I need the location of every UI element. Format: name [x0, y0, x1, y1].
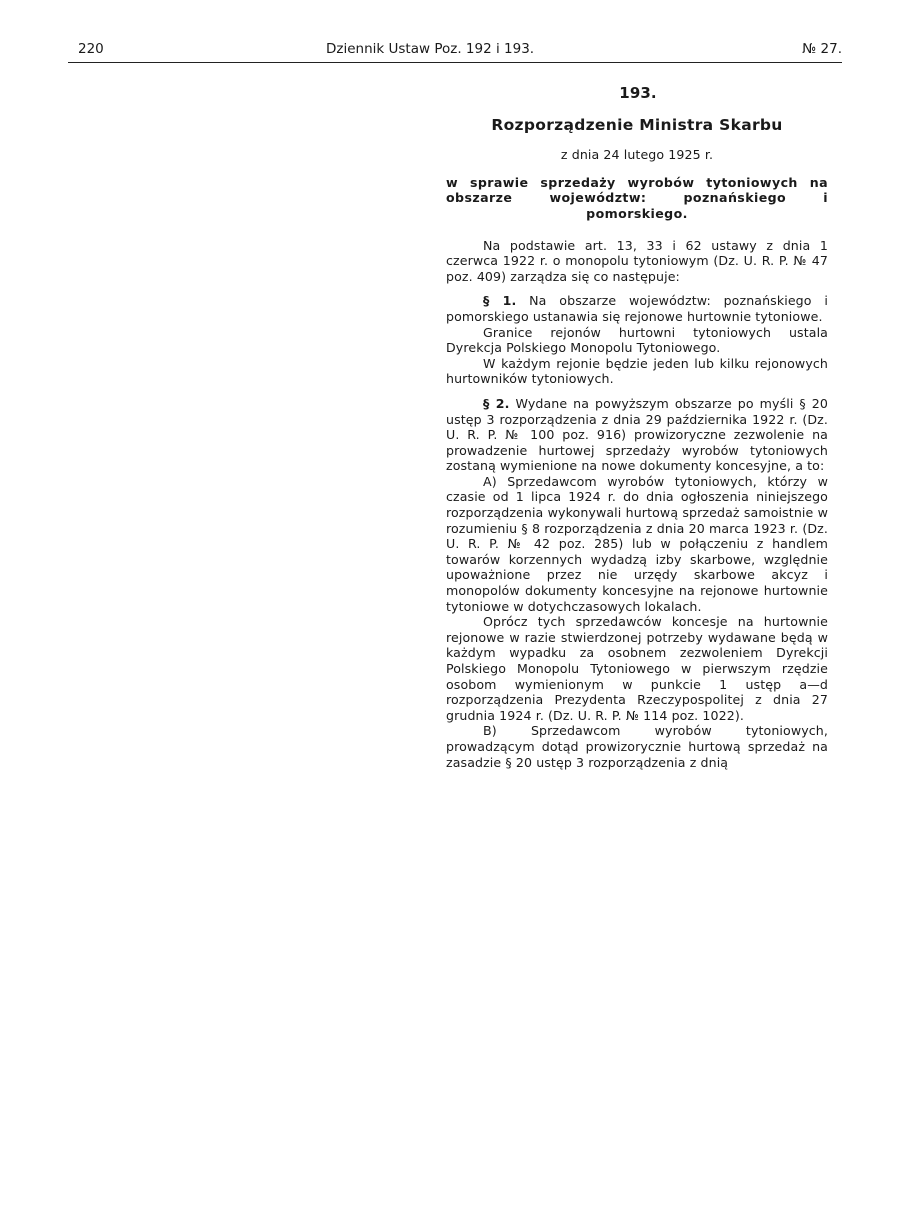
section-1-paragraph [446, 293, 828, 324]
preamble: Na podstawie art. 13, 33 i 62 ustawy z dnia 1 czerwca 1922 r. o monopolu tytoniowym (Dz. U. R. P. № 47 poz. 409) zarządza się co następuje: [446, 237, 828, 284]
document-number: 193. [619, 84, 657, 102]
running-title: Dziennik Ustaw Poz. 192 i 193. [326, 41, 535, 57]
page-number: 220 [78, 41, 104, 57]
page-header [68, 38, 842, 60]
section-2-para-besides: Oprócz tych sprzedawców koncesje na hurtownie rejonowe w razie stwierdzonej potrzeby wydawane będą w każdym wypadku za osobnem zezwoleniem Dyrekcji Polskiego Monopolu Tytoniowego w pierwszym rzędzie osobom wymienionym w punkcie 1 ustęp a—d rozporządzenia Prezydenta Rzeczypospolitej z dnia 27 grudnia 1924 r. (Dz. U. R. P. № 114 poz. 1022). [446, 614, 828, 723]
document-subject: w sprawie sprzedaży wyrobów tytoniowych na obszarze województw: poznańskiego i pomorskiego. [446, 174, 828, 221]
section-2-text: Wydane na powyższym obszarze po myśli § 20 ustęp 3 rozporządzenia z dnia 29 października 1922 r. (Dz. U. R. P. № 100 poz. 916) prowizoryczne zezwolenie na prowadzenie hurtowej sprzedaży wyrobów tytoniowych zostaną wymienione na nowe dokumenty koncesyjne, a to: [446, 395, 828, 474]
section-1-para-3: W każdym rejonie będzie jeden lub kilku rejonowych hurtowników tytoniowych. [446, 355, 828, 387]
document-date: z dnia 24 lutego 1925 r. [560, 147, 714, 163]
text-column [446, 86, 828, 770]
section-2-paragraph [446, 396, 828, 474]
section-1-mark: § 1. [483, 293, 517, 309]
header-rule [68, 62, 842, 63]
document-title: Rozporządzenie Ministra Skarbu [491, 115, 783, 134]
section-1-text: Na obszarze województw: poznańskiego i pomorskiego ustanawia się rejonowe hurtownie tytoniowe. [446, 293, 828, 324]
section-2-point-b: B) Sprzedawcom wyrobów tytoniowych, prowadzącym dotąd prowizorycznie hurtową sprzedaż na zasadzie § 20 ustęp 3 rozporządzenia z dnią [446, 723, 828, 770]
section-1-para-2: Granice rejonów hurtowni tytoniowych ustala Dyrekcja Polskiego Monopolu Tytoniowego. [446, 324, 828, 356]
section-2-mark: § 2. [483, 395, 510, 411]
section-2-point-a: A) Sprzedawcom wyrobów tytoniowych, którzy w czasie od 1 lipca 1924 r. do dnia ogłoszenia niniejszego rozporządzenia wykonywali hurtową sprzedaż samoistnie w rozumieniu § 8 rozporządzenia z dnia 20 marca 1923 r. (Dz. U. R. P. № 42 poz. 285) lub w połączeniu z handlem towarów korzennych wydadzą izby skarbowe, względnie upoważnione przez nie urzędy skarbowe akcyz i monopolów dokumenty koncesyjne na rejonowe hurtownie tytoniowe w dotychczasowych lokalach. [446, 473, 828, 614]
issue-number: № 27. [802, 41, 842, 57]
